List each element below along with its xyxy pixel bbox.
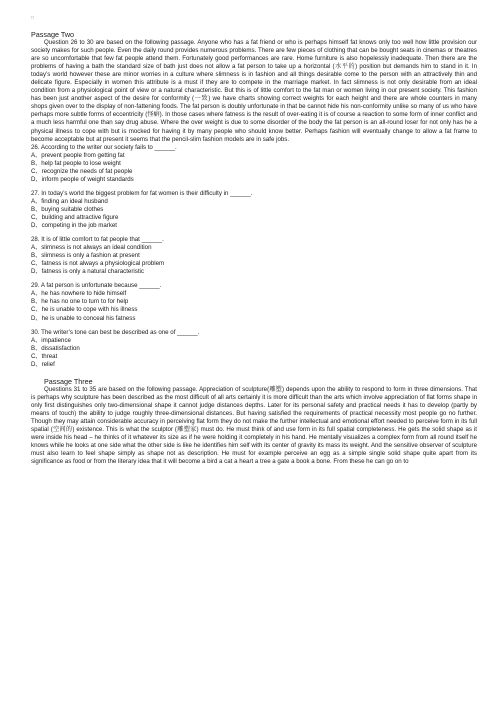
option-c: C、recognize the needs of fat people — [31, 167, 133, 175]
option-a: A、finding an ideal husband — [31, 197, 108, 205]
question-30 — [31, 329, 477, 369]
question-28 — [31, 236, 477, 276]
option-d: D、fatness is only a natural characteristic — [31, 268, 144, 276]
corner-mark: □ — [31, 15, 35, 21]
passage-two-heading: Passage Two — [31, 30, 75, 39]
option-c: C、building and attractive figure — [31, 213, 119, 221]
option-a: A、slimness is not always an ideal condition — [31, 244, 152, 252]
passage-three-heading: Passage Three — [44, 376, 93, 386]
option-d: D、relief — [31, 360, 55, 368]
question-stem: 28. It is of little comfort to fat people that ______. — [31, 236, 164, 244]
question-27 — [31, 190, 477, 230]
option-c: C、fatness is not always a physiological problem — [31, 260, 165, 268]
option-d: D、he is unable to conceal his fatness — [31, 314, 136, 322]
question-stem: 29. A fat person is unfortunate because ______. — [31, 282, 162, 290]
passage-three — [31, 377, 477, 466]
option-a: A、prevent people from getting fat — [31, 151, 125, 159]
question-26 — [31, 144, 477, 184]
option-c: C、threat — [31, 352, 58, 360]
question-stem: 27. In today’s world the biggest problem for fat women is their difficulty in ______. — [31, 189, 253, 197]
question-stem: 26. According to the writer our society fails to ______. — [31, 143, 177, 151]
question-stem: 30. The writer’s tone can best be described as one of ______. — [31, 328, 200, 336]
option-b: B、dissatisfaction — [31, 344, 80, 352]
passage-two — [31, 30, 477, 144]
document-page — [31, 16, 477, 466]
option-d: D、competing in the job market — [31, 222, 118, 230]
option-b: B、buying suitable clothes — [31, 205, 104, 213]
option-b: B、slimness is only a fashion at present — [31, 252, 140, 260]
option-d: D、inform people of weight standards — [31, 175, 134, 183]
question-29 — [31, 282, 477, 322]
option-b: B、he has no one to turn to for help — [31, 298, 129, 306]
option-a: A、he has nowhere to hide himself — [31, 290, 127, 298]
option-c: C、he is unable to cope with his illness — [31, 306, 138, 314]
option-b: B、help fat people to lose weight — [31, 159, 121, 167]
passage-three-text: Questions 31 to 35 are based on the following passage. Appreciation of sculpture(雕塑) depends upon the ability to respond to form in three dimensions. That is perhaps why sculpture has been described as the most difficult of all arts certainly it is more difficult than the arts which involve appreciation of flat forms shape in only first distinguishes only two-dimensional shape it cannot judge distances depths. Later for its personal safety and practical needs it has to develop (partly by means of touch) the ability to judge roughly three-dimensional distances. But having satisfied the requirements of practical necessity most people go no further. Though they may attain considerable accuracy in perceiving flat form they do not make the further intellectual and emotional effort needed to perceive form in its full spatial (空间的) existence. This is what the sculptor (雕塑家) must do. He must think of and use form in its full spatial completeness. He gets the solid shape as it were inside his head – he thinks of it whatever its size as if he were holding it completely in his hand. He mentally visualizes a complex form from all round itself he knows while he looks at one side what the other side is like he identifies him self with its center of gravity its mass its weight. And the sensitive observer of sculpture must also learn to feel shape simply as shape not as description. He must for example perceive an egg as a simple single solid shape quite apart from its significance as food or from the literary idea that it will become a bird a cat a heart a tree a gate a book a bone. From these he can go on to — [31, 385, 477, 466]
option-a: A、impatience — [31, 336, 71, 344]
passage-two-text: Question 26 to 30 are based on the following passage. Anyone who has a fat friend or who is perhaps himself fat knows only too well how little provision our society makes for such people. Even the daily round provides numerous problems. There are few pieces of clothing that can be bought seats in cinemas or theatres are so uncomfortable that few fat people attend them. Fortunately good performances are rare. Home furniture is also hopelessly inadequate. Then there are the problems of having a bath the standard size of bath just does not allow a fat person to take up a horizontal (水平的) position but demands him to stand in it. In today’s world however these are minor worries in a culture where slimness is in fashion and all things desirable come to the person with an attractively thin and delicate figure. Especially in women this attribute is a must if they are to compete in the marriage market. In fact slimness is not only desirable from an ideal condition from a physiological point of view or a natural characteristic. But this is of little comfort to the fat man or women living in our present society. This fashion has been just another aspect of the desire for conformity (一致) we have charts showing correct weights for each height and there are whole counters in many shops given over to the display of non-fattening foods. The fat person is doubly unfortunate in that be cannot hide his non-conformity unlike so many of us who have perhaps more subtle forms of eccentricity (怪癖). In those cases where fatness is the result of over-eating it is of course a reaction to some form of inner conflict and a much less harmful one than say drug abuse. Where the over weight is due to some disorder of the body the fat person is an all-round loser for not only has he a physical illness to cope with but is mocked for having it by many people who should know better. Perhaps fashion will eventually change to allow a fat frame to become acceptable but at present it seems that the pencil-slim fashion models are in safe jobs. — [31, 39, 478, 143]
